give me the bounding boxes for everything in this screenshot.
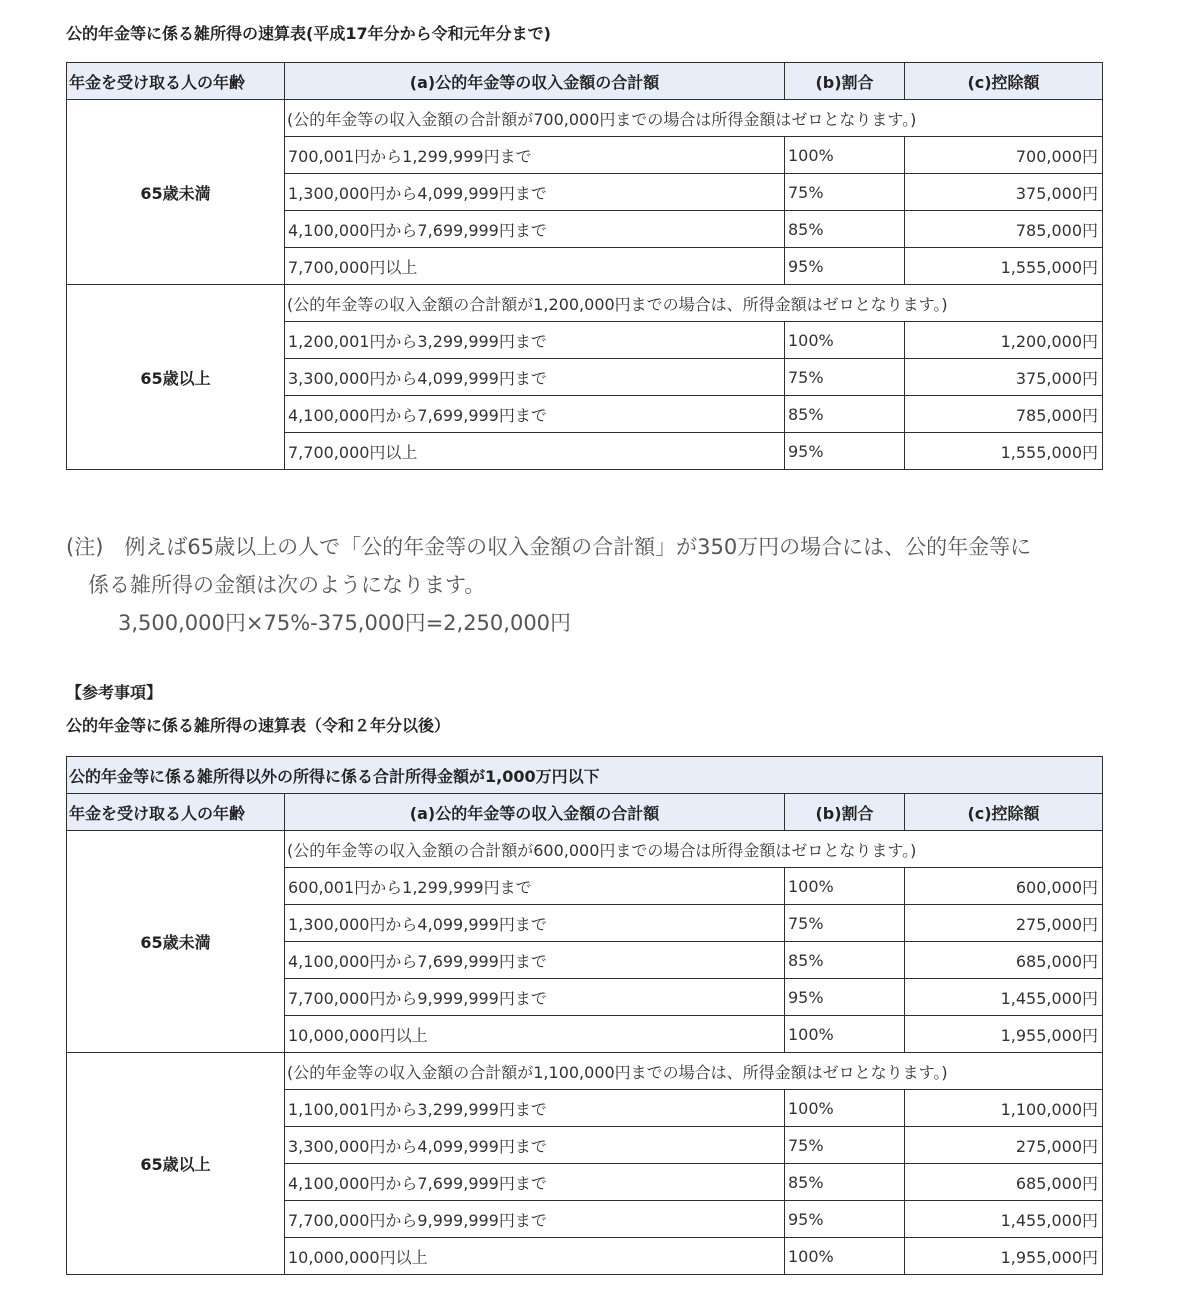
note-row — [67, 100, 1103, 137]
reference-label: 【参考事項】 — [66, 683, 163, 702]
deduction-cell: 785,000円 — [905, 396, 1103, 433]
note-line-1: (注) 例えば65歳以上の人で「公的年金等の収入金額の合計額」が350万円の場合には、公的年金等に — [66, 535, 1032, 559]
note-calculation: 3,500,000円×75%-375,000円=2,250,000円 — [118, 611, 572, 635]
income-range-cell: 7,700,000円以上 — [285, 248, 785, 285]
note-row — [67, 285, 1103, 322]
deduction-cell: 685,000円 — [905, 942, 1103, 979]
deduction-cell: 1,455,000円 — [905, 979, 1103, 1016]
rate-cell: 100% — [785, 322, 905, 359]
deduction-cell: 1,955,000円 — [905, 1016, 1103, 1053]
deduction-cell: 1,555,000円 — [905, 248, 1103, 285]
header-row — [67, 794, 1103, 831]
income-range-cell: 700,001円から1,299,999円まで — [285, 137, 785, 174]
income-range-cell: 4,100,000円から7,699,999円まで — [285, 211, 785, 248]
age-group-cell: 65歳未満 — [67, 831, 285, 1053]
age-group-cell: 65歳以上 — [67, 1053, 285, 1275]
rate-cell: 95% — [785, 1201, 905, 1238]
header-rate: (b)割合 — [785, 63, 905, 100]
rate-cell: 85% — [785, 396, 905, 433]
rate-cell: 95% — [785, 248, 905, 285]
deduction-cell: 1,200,000円 — [905, 322, 1103, 359]
deduction-cell: 685,000円 — [905, 1164, 1103, 1201]
rate-cell: 75% — [785, 1127, 905, 1164]
zero-income-note: (公的年金等の収入金額の合計額が1,100,000円までの場合は、所得金額はゼロとなります。) — [285, 1053, 1103, 1090]
table2 — [66, 756, 1103, 1275]
deduction-cell: 1,555,000円 — [905, 433, 1103, 470]
income-range-cell: 1,100,001円から3,299,999円まで — [285, 1090, 785, 1127]
income-range-cell: 4,100,000円から7,699,999円まで — [285, 396, 785, 433]
header-deduction: (c)控除額 — [905, 63, 1103, 100]
header-age: 年金を受け取る人の年齢 — [67, 63, 285, 100]
rate-cell: 100% — [785, 137, 905, 174]
income-range-cell: 7,700,000円以上 — [285, 433, 785, 470]
income-range-cell: 10,000,000円以上 — [285, 1016, 785, 1053]
zero-income-note: (公的年金等の収入金額の合計額が700,000円までの場合は所得金額はゼロとなります。) — [285, 100, 1103, 137]
deduction-cell: 1,100,000円 — [905, 1090, 1103, 1127]
age-group-cell: 65歳以上 — [67, 285, 285, 470]
deduction-cell: 785,000円 — [905, 211, 1103, 248]
deduction-cell: 275,000円 — [905, 1127, 1103, 1164]
note-row — [67, 1053, 1103, 1090]
income-range-cell: 3,300,000円から4,099,999円まで — [285, 1127, 785, 1164]
table-caption: 公的年金等に係る雑所得以外の所得に係る合計所得金額が1,000万円以下 — [67, 757, 1103, 794]
income-range-cell: 600,001円から1,299,999円まで — [285, 868, 785, 905]
caption-row — [67, 757, 1103, 794]
income-range-cell: 1,300,000円から4,099,999円まで — [285, 174, 785, 211]
zero-income-note: (公的年金等の収入金額の合計額が1,200,000円までの場合は、所得金額はゼロとなります。) — [285, 285, 1103, 322]
deduction-cell: 375,000円 — [905, 174, 1103, 211]
header-row — [67, 63, 1103, 100]
rate-cell: 100% — [785, 1090, 905, 1127]
deduction-cell: 375,000円 — [905, 359, 1103, 396]
income-range-cell: 4,100,000円から7,699,999円まで — [285, 1164, 785, 1201]
age-group-cell: 65歳未満 — [67, 100, 285, 285]
income-range-cell: 7,700,000円から9,999,999円まで — [285, 979, 785, 1016]
rate-cell: 95% — [785, 433, 905, 470]
rate-cell: 85% — [785, 211, 905, 248]
table1 — [66, 62, 1103, 470]
deduction-cell: 600,000円 — [905, 868, 1103, 905]
header-deduction: (c)控除額 — [905, 794, 1103, 831]
deduction-cell: 700,000円 — [905, 137, 1103, 174]
rate-cell: 100% — [785, 1016, 905, 1053]
table1-body — [67, 63, 1103, 470]
income-range-cell: 1,300,000円から4,099,999円まで — [285, 905, 785, 942]
zero-income-note: (公的年金等の収入金額の合計額が600,000円までの場合は所得金額はゼロとなります。) — [285, 831, 1103, 868]
table2-body — [67, 757, 1103, 1275]
deduction-cell: 1,955,000円 — [905, 1238, 1103, 1275]
rate-cell: 75% — [785, 905, 905, 942]
header-age: 年金を受け取る人の年齢 — [67, 794, 285, 831]
rate-cell: 95% — [785, 979, 905, 1016]
deduction-cell: 1,455,000円 — [905, 1201, 1103, 1238]
income-range-cell: 4,100,000円から7,699,999円まで — [285, 942, 785, 979]
header-rate: (b)割合 — [785, 794, 905, 831]
header-income: (a)公的年金等の収入金額の合計額 — [285, 63, 785, 100]
rate-cell: 100% — [785, 868, 905, 905]
rate-cell: 100% — [785, 1238, 905, 1275]
income-range-cell: 3,300,000円から4,099,999円まで — [285, 359, 785, 396]
income-range-cell: 1,200,001円から3,299,999円まで — [285, 322, 785, 359]
note-row — [67, 831, 1103, 868]
table1-title: 公的年金等に係る雑所得の速算表(平成17年分から令和元年分まで) — [66, 24, 551, 43]
income-range-cell: 7,700,000円から9,999,999円まで — [285, 1201, 785, 1238]
header-income: (a)公的年金等の収入金額の合計額 — [285, 794, 785, 831]
note-line-2: 係る雑所得の金額は次のようになります。 — [88, 573, 486, 597]
rate-cell: 75% — [785, 174, 905, 211]
rate-cell: 75% — [785, 359, 905, 396]
rate-cell: 85% — [785, 1164, 905, 1201]
income-range-cell: 10,000,000円以上 — [285, 1238, 785, 1275]
deduction-cell: 275,000円 — [905, 905, 1103, 942]
rate-cell: 85% — [785, 942, 905, 979]
table2-title: 公的年金等に係る雑所得の速算表（令和２年分以後） — [66, 716, 451, 735]
